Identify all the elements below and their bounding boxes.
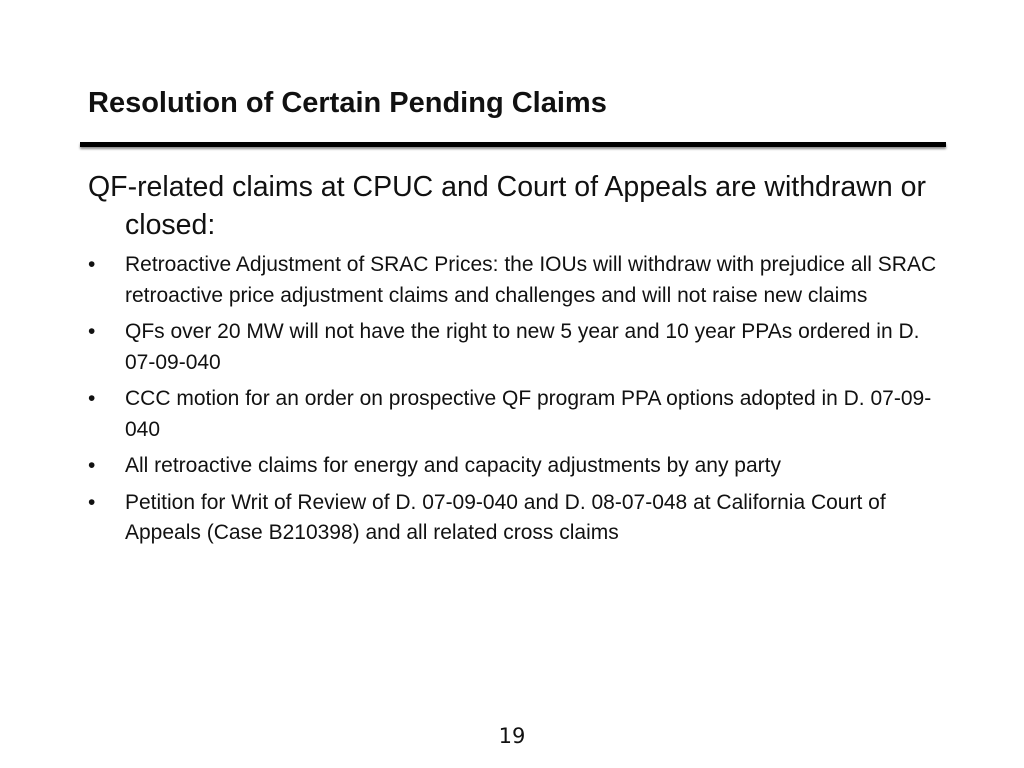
bullet-item	[88, 384, 938, 445]
bullet-item	[88, 488, 938, 549]
bullet-text: All retroactive claims for energy and capacity adjustments by any party	[125, 454, 781, 477]
page-number: 19	[498, 724, 526, 748]
bullet-list	[88, 250, 938, 549]
bullet-marker: •	[88, 253, 96, 276]
slide-title: Resolution of Certain Pending Claims	[88, 87, 607, 119]
slide-content	[88, 168, 938, 555]
bullet-marker: •	[88, 490, 96, 514]
bullet-marker: •	[88, 454, 96, 477]
bullet-item	[88, 451, 938, 482]
bullet-text: CCC motion for an order on prospective QF program PPA options adopted in D. 07-09-040	[125, 387, 932, 441]
bullet-item	[88, 317, 938, 378]
bullet-text: Petition for Writ of Review of D. 07-09-040 and D. 08-07-048 at California Court of Appeals (Case B210398) and all related cross claims	[125, 490, 886, 544]
lead-paragraph: QF-related claims at CPUC and Court of Appeals are withdrawn or closed:	[88, 171, 926, 241]
bullet-item	[88, 250, 938, 311]
bullet-text: Retroactive Adjustment of SRAC Prices: the IOUs will withdraw with prejudice all SRAC retroactive price adjustment claims and challenges and will not raise new claims	[125, 253, 937, 307]
bullet-marker: •	[88, 320, 96, 343]
title-divider	[80, 142, 946, 147]
bullet-text: QFs over 20 MW will not have the right to new 5 year and 10 year PPAs ordered in D. 07-09-040	[125, 320, 920, 374]
bullet-marker: •	[88, 387, 96, 410]
